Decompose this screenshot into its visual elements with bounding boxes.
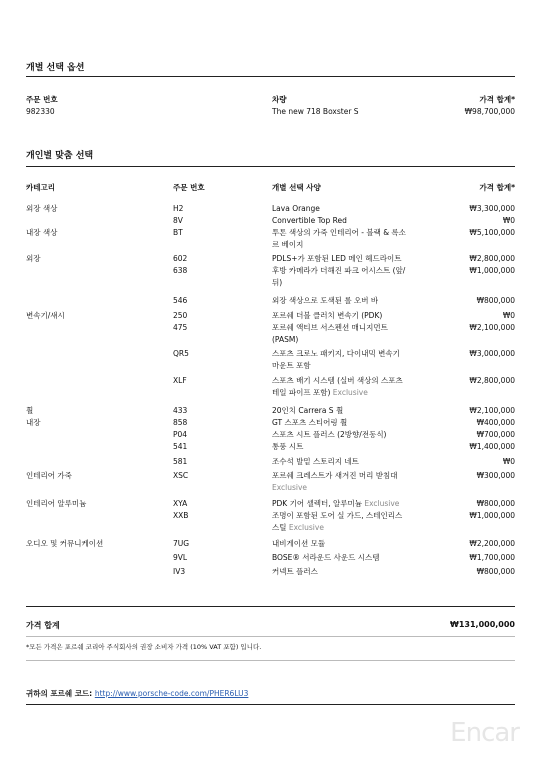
option-description-line: Convertible Top Red	[272, 216, 347, 225]
option-code: BT	[173, 228, 183, 237]
category-label: 인테리어 알루미늄	[26, 499, 87, 508]
price-column-header: 가격 합계*	[479, 183, 515, 192]
option-description-line: 조명이 포함된 도어 실 가드, 스테인리스	[272, 511, 403, 520]
price-footnote: *모든 가격은 포르쉐 코리아 주식회사의 권장 소비자 가격 (10% VAT 포함) 입니다.	[26, 643, 262, 651]
option-price: ₩800,000	[476, 567, 515, 576]
option-price: ₩800,000	[476, 499, 515, 508]
option-description	[272, 429, 442, 441]
option-description-line: 통풍 시트	[272, 442, 304, 451]
exclusive-tag: Exclusive	[286, 522, 324, 532]
divider	[26, 606, 515, 607]
divider	[26, 704, 515, 705]
option-description-line: 스포츠 배기 시스템 (실버 색상의 스포츠	[272, 376, 403, 385]
option-price: ₩0	[502, 216, 515, 225]
category-column-header: 카테고리	[26, 183, 55, 192]
option-code: 475	[173, 323, 188, 332]
category-label: 내장 색상	[26, 228, 58, 237]
option-code: XXB	[173, 511, 189, 520]
option-description	[272, 510, 442, 533]
divider	[26, 660, 515, 661]
option-description	[272, 227, 442, 250]
option-code: XSC	[173, 471, 189, 480]
order-number: 982330	[26, 107, 55, 116]
option-price: ₩2,200,000	[469, 539, 515, 548]
option-code: 9VL	[173, 553, 188, 562]
option-description-line: 20인치 Carrera S 휠	[272, 406, 344, 415]
option-price: ₩1,000,000	[469, 266, 515, 275]
section-individual-title: 개별 선택 옵션	[26, 63, 85, 73]
option-description-line: 포르쉐 액티브 서스펜션 매니지먼트	[272, 323, 388, 332]
option-description	[272, 405, 442, 417]
porsche-code-link[interactable]: http://www.porsche-code.com/PHER6LU3	[94, 689, 249, 698]
option-description-line: (PASM)	[272, 334, 299, 344]
exclusive-tag: Exclusive	[272, 482, 308, 492]
category-label: 휠	[26, 406, 34, 415]
option-description	[272, 265, 442, 288]
exclusive-tag: Exclusive	[330, 387, 368, 397]
total-value: ₩131,000,000	[450, 620, 515, 629]
option-description	[272, 295, 442, 307]
option-description	[272, 375, 442, 398]
option-price: ₩3,000,000	[469, 349, 515, 358]
category-label: 오디오 및 커뮤니케이션	[26, 539, 104, 548]
option-description	[272, 322, 442, 345]
category-label: 내장	[26, 418, 41, 427]
code-column-header: 주문 번호	[173, 183, 205, 192]
option-description-line: 스틸	[272, 522, 287, 532]
option-price: ₩300,000	[476, 471, 515, 480]
option-description-line: 테일 파이프 포함)	[272, 387, 331, 397]
option-price: ₩2,800,000	[469, 376, 515, 385]
category-label: 외장	[26, 254, 41, 263]
option-description	[272, 441, 442, 453]
option-description-line: BOSE® 서라운드 사운드 시스템	[272, 553, 380, 562]
option-code: 546	[173, 296, 188, 305]
option-price: ₩800,000	[476, 296, 515, 305]
option-description	[272, 417, 442, 429]
option-price: ₩5,100,000	[469, 228, 515, 237]
option-description	[272, 498, 442, 510]
option-code: 541	[173, 442, 188, 451]
price-header: 가격 합계*	[479, 95, 515, 104]
encar-watermark: Encar	[450, 718, 519, 748]
option-price: ₩0	[502, 457, 515, 466]
order-number-header: 주문 번호	[26, 95, 58, 104]
category-label: 인테리어 가죽	[26, 471, 72, 480]
category-label: 변속기/섀시	[26, 311, 65, 320]
option-description-line: 커넥트 플러스	[272, 567, 318, 576]
option-description-line: 뒤)	[272, 277, 283, 287]
option-description	[272, 456, 442, 468]
option-price: ₩400,000	[476, 418, 515, 427]
option-description-line: PDLS+가 포함된 LED 메인 헤드라이트	[272, 254, 402, 263]
option-code: 602	[173, 254, 188, 263]
exclusive-tag: Exclusive	[361, 499, 400, 508]
option-code: 7UG	[173, 539, 190, 548]
option-code: IV3	[173, 567, 186, 576]
option-description-line: 스포츠 크로노 패키지, 다이내믹 변속기	[272, 349, 400, 358]
option-code: QR5	[173, 349, 189, 358]
option-description-line: 외장 색상으로 도색된 롤 오버 바	[272, 296, 379, 305]
option-description	[272, 348, 442, 371]
option-code: 581	[173, 457, 188, 466]
option-column-header: 개별 선택 사양	[272, 183, 321, 192]
option-price: ₩0	[502, 311, 515, 320]
option-code: XLF	[173, 376, 187, 385]
option-price: ₩2,100,000	[469, 406, 515, 415]
option-description-line: Lava Orange	[272, 204, 320, 213]
option-description	[272, 470, 442, 493]
option-code: P04	[173, 430, 188, 439]
option-description-line: 스포츠 시트 플러스 (2방향/전동식)	[272, 430, 387, 439]
option-description-line: 조수석 발밑 스토리지 네트	[272, 457, 359, 466]
option-description-line: 내비게이션 모듈	[272, 539, 326, 548]
vehicle-name: The new 718 Boxster S	[272, 107, 359, 116]
option-price: ₩700,000	[476, 430, 515, 439]
section-custom-title: 개인별 맞춤 선택	[26, 151, 94, 161]
option-code: H2	[173, 204, 184, 213]
option-description-line: 포르쉐 크레스트가 새겨진 머리 받침대	[272, 471, 398, 480]
option-price: ₩2,100,000	[469, 323, 515, 332]
option-price: ₩1,400,000	[469, 442, 515, 451]
option-description-line: 마운트 포함	[272, 360, 311, 370]
category-label: 외장 색상	[26, 204, 58, 213]
option-price: ₩3,300,000	[469, 204, 515, 213]
option-code: XYA	[173, 499, 188, 508]
option-code: 638	[173, 266, 188, 275]
option-price: ₩1,000,000	[469, 511, 515, 520]
porsche-code-line	[26, 688, 248, 699]
option-description	[272, 215, 442, 227]
option-description	[272, 203, 442, 215]
option-description	[272, 253, 442, 265]
option-description-line: 후방 카메라가 더해진 파크 어시스트 (앞/	[272, 266, 406, 275]
option-code: 433	[173, 406, 188, 415]
vehicle-header: 차량	[272, 95, 287, 104]
option-code: 8V	[173, 216, 183, 225]
option-description-line: PDK 기어 셀렉터, 알루미늄	[272, 499, 362, 508]
option-description	[272, 310, 442, 322]
total-label: 가격 합계	[26, 621, 60, 630]
option-price: ₩2,800,000	[469, 254, 515, 263]
option-description	[272, 566, 442, 578]
option-description-line: 투톤 색상의 가죽 인테리어 - 블랙 & 록소	[272, 228, 406, 237]
option-code: 858	[173, 418, 188, 427]
base-price: ₩98,700,000	[464, 107, 515, 116]
porsche-code-label: 귀하의 포르쉐 코드:	[26, 689, 93, 698]
option-description-line: 르 베이지	[272, 239, 304, 249]
option-description	[272, 538, 442, 550]
option-code: 250	[173, 311, 188, 320]
option-description-line: 포르쉐 더블 클러치 변속기 (PDK)	[272, 311, 383, 320]
option-description-line: GT 스포츠 스티어링 휠	[272, 418, 348, 427]
option-price: ₩1,700,000	[469, 553, 515, 562]
divider	[26, 636, 515, 637]
option-description	[272, 552, 442, 564]
